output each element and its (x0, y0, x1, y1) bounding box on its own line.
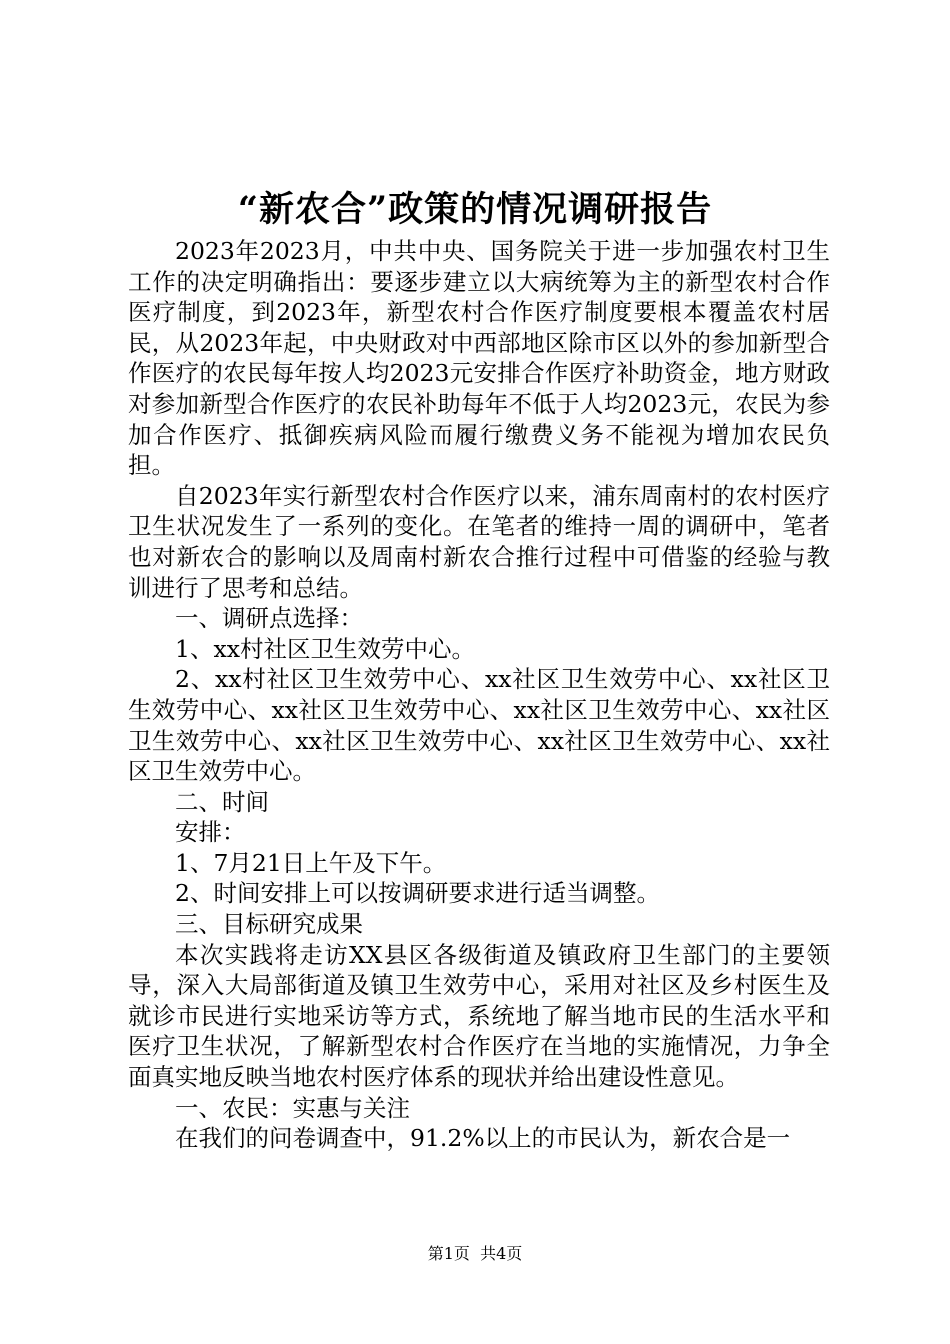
list-item-site-1: 1、xx村社区卫生效劳中心。 (175, 634, 475, 663)
page-footer (0, 1243, 950, 1265)
document-body (128, 236, 830, 1154)
paragraph-background: 2023年2023月，中共中央、国务院关于进一步加强农村卫生工作的决定明确指出：要逐步建立以大病统筹为主的新型农村合作医疗制度，到2023年，新型农村合作医疗制度要根本覆盖农村居民，从2023年起，中央财政对中西部地区除市区以外的参加新型合作医疗的农民每年按人均2023元安排合作医疗补助资金，地方财政对参加新型合作医疗的农民补助每年不低于人均2023元，农民为参加合作医疗、抵御疾病风险而履行缴费义务不能视为增加农民负担。 (128, 237, 830, 480)
document-title: “新农合”政策的情况调研报告 (237, 189, 713, 230)
page-number: 第1页 (427, 1244, 470, 1263)
list-item-time-2: 2、时间安排上可以按调研要求进行适当调整。 (175, 879, 660, 908)
section-heading-goals: 三、目标研究成果 (175, 910, 363, 939)
list-item-time-1: 1、7月21日上午及下午。 (175, 848, 447, 877)
paragraph-goals: 本次实践将走访XX县区各级街道及镇政府卫生部门的主要领导，深入大局部街道及镇卫生效劳中心，采用对社区及乡村医生及就诊市民进行实地采访等方式，系统地了解当地市民的生活水平和医疗卫生状况，了解新型农村合作医疗在当地的实施情况，力争全面真实地反映当地农村医疗体系的现状并给出建设性意见。 (128, 940, 830, 1092)
section-heading-research-sites: 一、调研点选择： (175, 604, 363, 633)
paragraph-intro: 自2023年实行新型农村合作医疗以来，浦东周南村的农村医疗卫生状况发生了一系列的变化。在笔者的维持一周的调研中，笔者也对新农合的影响以及周南村新农合推行过程中可借鉴的经验与教训进行了思考和总结。 (128, 481, 830, 602)
section-heading-farmers: 一、农民：实惠与关注 (175, 1093, 410, 1122)
subheading-arrangement: 安排： (175, 818, 246, 847)
paragraph-survey: 在我们的问卷调查中，91.2%以上的市民认为，新农合是一 (175, 1124, 791, 1153)
page-total: 共4页 (480, 1244, 523, 1263)
section-heading-time: 二、时间 (175, 787, 269, 816)
list-item-site-2: 2、xx村社区卫生效劳中心、xx社区卫生效劳中心、xx社区卫生效劳中心、xx社区卫生效劳中心、xx社区卫生效劳中心、xx社区卫生效劳中心、xx社区卫生效劳中心、xx社区卫生效劳中心、xx社区卫生效劳中心。 (128, 665, 830, 786)
